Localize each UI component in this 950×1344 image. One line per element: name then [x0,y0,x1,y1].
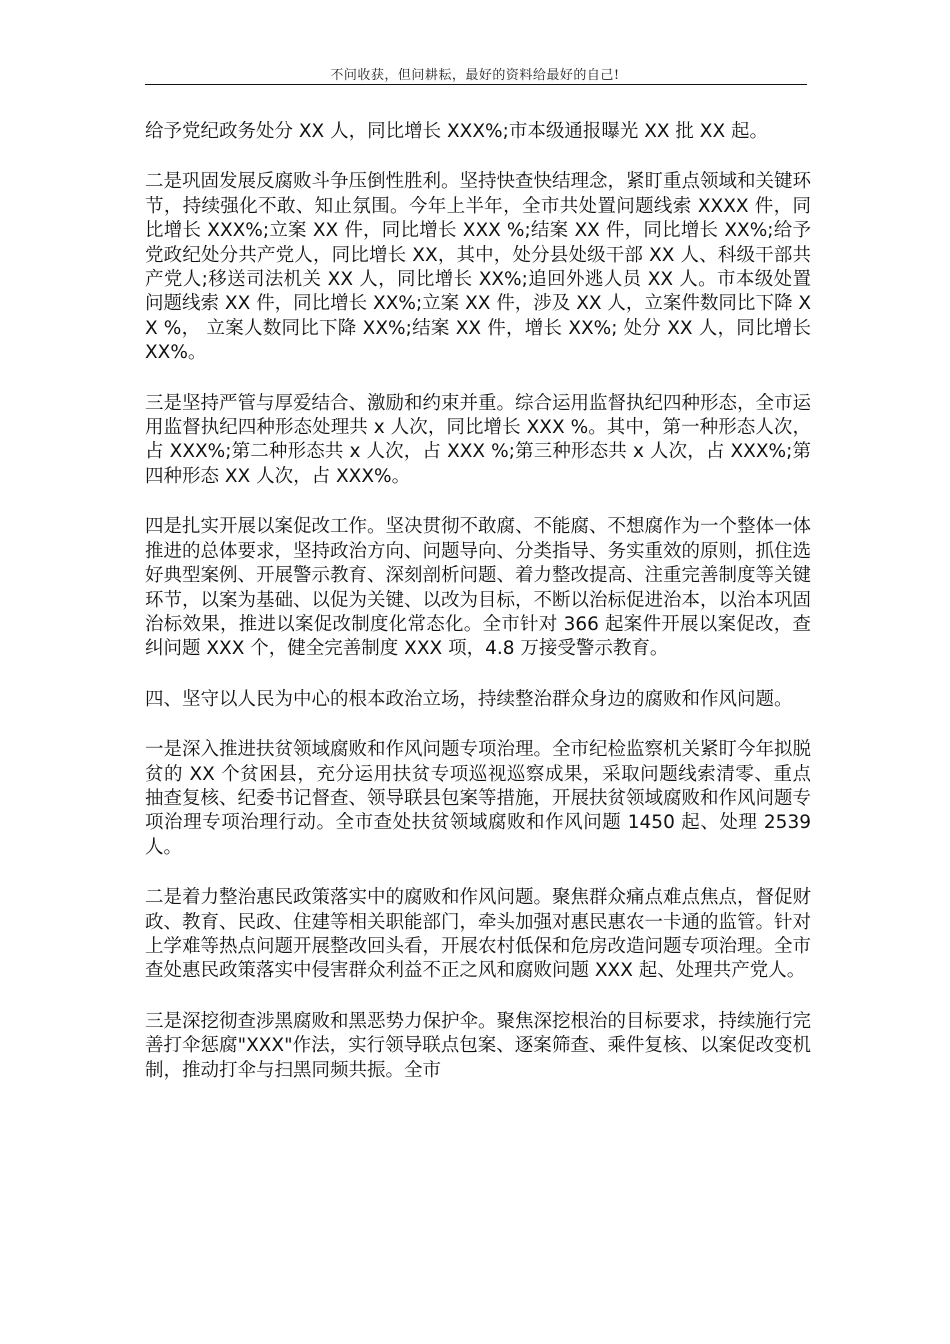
page-header: 不问收获，但问耕耘，最好的资料给最好的自己! [330,68,620,83]
paragraph: 三是坚持严管与厚爱结合、激励和约束并重。综合运用监督执纪四种形态，全市运用监督执纪四种形态处理共 x 人次，同比增长 XXX %。其中，第一种形态人次，占 XXX%;第二种形态共 x 人次，占 XXX %;第三种形态共 x 人次，占 XXX%;第四种形态 XX 人次，占 XXX%。 [145,392,812,487]
paragraph: 二是巩固发展反腐败斗争压倒性胜利。坚持快查快结理念，紧盯重点领域和关键环节，持续强化不敢、知止氛围。今年上半年，全市共处置问题线索 XXXX 件，同比增长 XXX%;立案 XX 件，同比增长 XXX %;结案 XX 件，同比增长 XX%;给予党政纪处分共产党人，同比增长 XX，其中，处分县处级干部 XX 人、科级干部共产党人;移送司法机关 XX 人，同比增长 XX%;追回外逃人员 XX 人。市本级处置问题线索 XX 件，同比增长 XX%;立案 XX 件，涉及 XX 人，立案件数同比下降 XX %， 立案人数同比下降 XX%;结案 XX 件，增长 XX%; 处分 XX 人，同比增长 XX%。 [145,171,812,364]
paragraph: 四是扎实开展以案促改工作。坚决贯彻不敢腐、不能腐、不想腐作为一个整体一体推进的总体要求，坚持政治方向、问题导向、分类指导、务实重效的原则，抓住选好典型案例、开展警示教育、深刻剖析问题、着力整改提高、注重完善制度等关键环节，以案为基础、以促为关键、以改为目标，不断以治标促进治本，以治本巩固治标效果，推进以案促改制度化常态化。全市针对 366 起案件开展以案促改，查纠问题 XXX 个，健全完善制度 XXX 项，4.8 万接受警示教育。 [145,516,812,660]
document-body [145,120,811,1109]
header-divider [145,84,807,85]
paragraph: 二是着力整治惠民政策落实中的腐败和作风问题。聚焦群众痛点难点焦点，督促财政、教育、民政、住建等相关职能部门，牵头加强对惠民惠农一卡通的监管。针对上学难等热点问题开展整改回头看，开展农村低保和危房改造问题专项治理。全市查处惠民政策落实中侵害群众利益不正之风和腐败问题 XXX 起、处理共产党人。 [145,887,812,982]
paragraph: 三是深挖彻查涉黑腐败和黑恶势力保护伞。聚焦深挖根治的目标要求，持续施行完善打伞惩腐"XXX"作法，实行领导联点包案、逐案筛查、乘件复核、以案促改变机制，推动打伞与扫黑同频共振。全市 [145,1010,812,1081]
section-heading: 四、坚守以人民为中心的根本政治立场，持续整治群众身边的腐败和作风问题。 [145,688,793,710]
paragraph: 给予党纪政务处分 XX 人，同比增长 XXX%;市本级通报曝光 XX 批 XX 起。 [145,121,769,142]
paragraph: 一是深入推进扶贫领域腐败和作风问题专项治理。全市纪检监察机关紧盯今年拟脱贫的 XX 个贫困县，充分运用扶贫专项巡视巡察成果，采取问题线索清零、重点抽查复核、纪委书记督查、领导联县包案等措施，开展扶贫领域腐败和作风问题专项治理专项治理行动。全市查处扶贫领域腐败和作风问题 1450 起、处理 2539 人。 [145,739,812,858]
